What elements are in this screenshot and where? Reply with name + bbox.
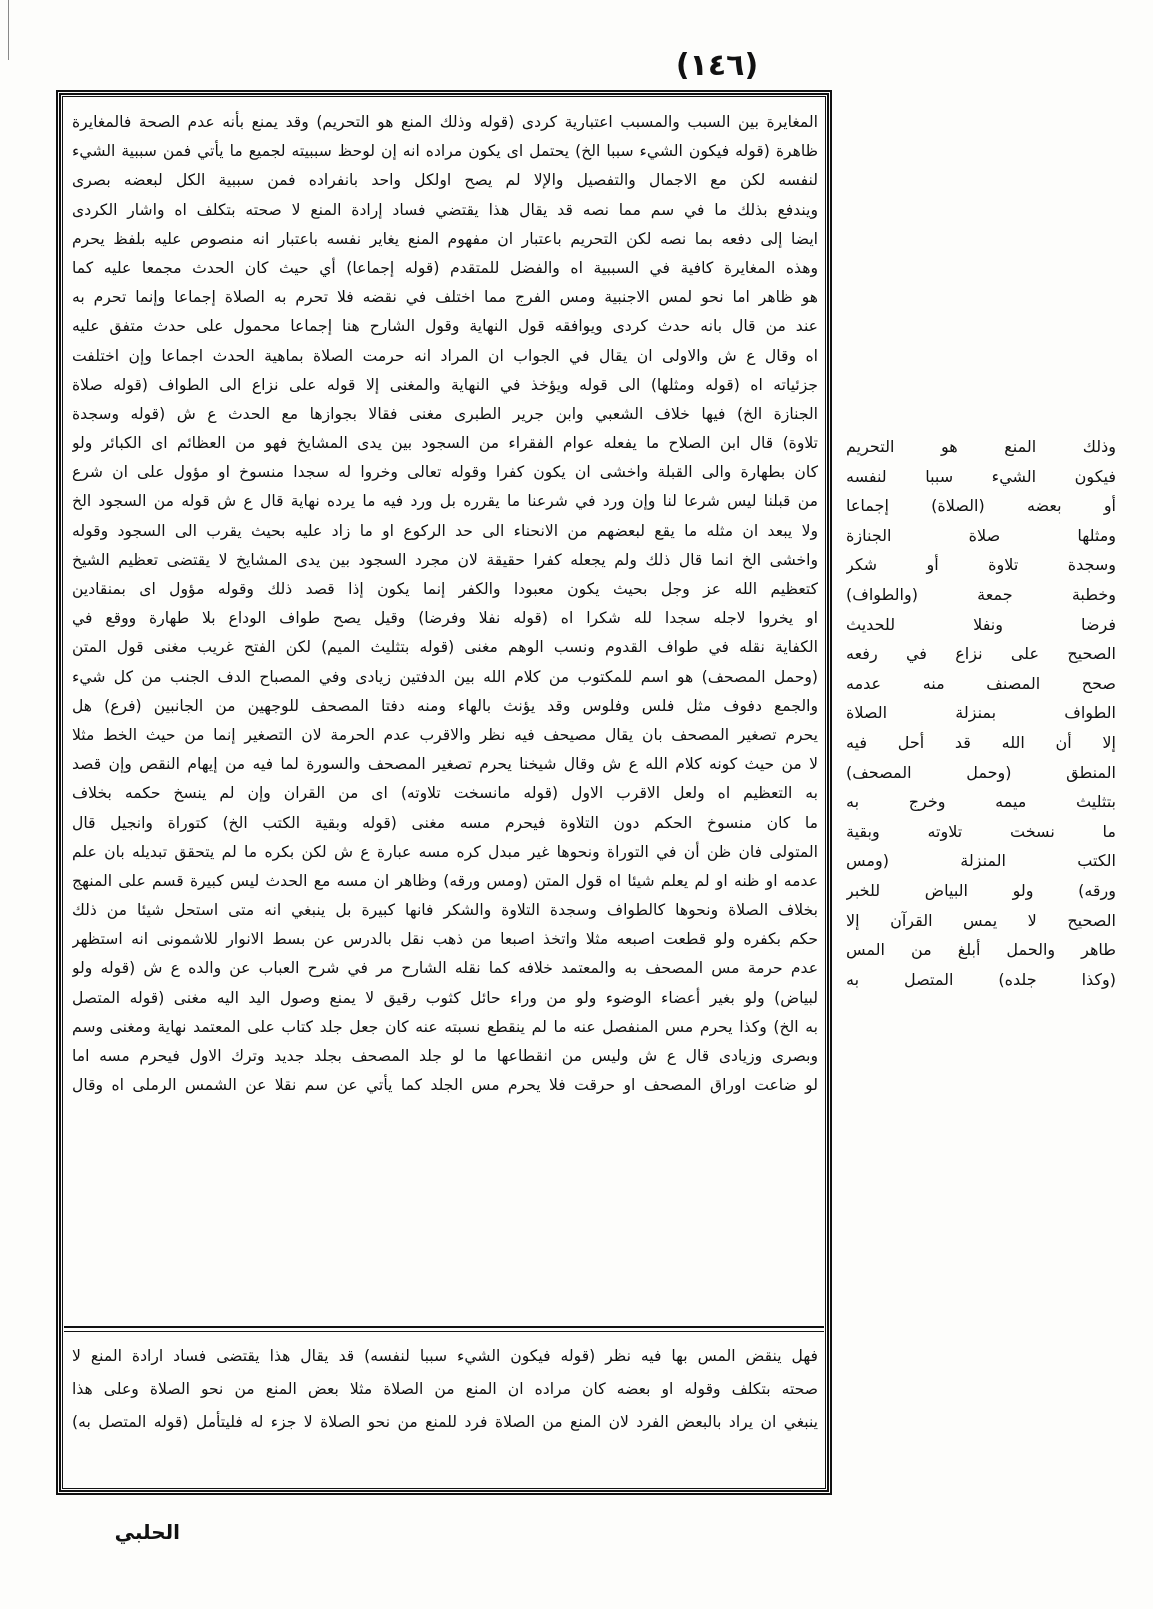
margin-line: الصحيح على نزاع في رفعه — [846, 644, 1116, 664]
commentary-line: والجمع دفوف مثل فلس وفلوس وقد يؤنث بالهاء ومنه دفتا المصحف للوجهين من الجانبين (فرع) هل — [72, 696, 818, 715]
commentary-line: عند من قال بانه حدث كردى ويوافقه قول النهاية وقول الشارح هنا إجماعا محمول على حدث متفق عليه — [72, 317, 818, 336]
margin-line: وسجدة تلاوة أو شكر — [846, 555, 1116, 575]
margin-line: إلا أن الله قد أحل فيه — [846, 732, 1116, 752]
margin-line: صحح المصنف منه عدمه — [846, 673, 1116, 693]
commentary-line: ظاهرة (قوله فيكون الشيء سببا الخ) يحتمل اى يكون مراده انه إن لوحظ سببيته لجميع ما يأتي فمن سببية الشيء — [72, 142, 818, 161]
commentary-line: تلاوة) قال ابن الصلاح ما يفعله عوام الفقراء من السجود بين يدى المشايخ فهو من العظائم اى الكبائر ولو — [72, 434, 818, 453]
commentary-line: ولا يبعد ان مثله ما يقع لبعضهم من الانحناء الى حد الركوع او ما زاد عليه بحيث يقرب الى السجود وقوله — [72, 521, 818, 540]
commentary-line: الجنازة الخ) فيها خلاف الشعبي وابن جرير الطبرى مغنى فقالا بجوازها مع الحدث ع ش (قوله وسجدة — [72, 404, 818, 423]
commentary-line: الكفاية نقله في طواف القدوم ونسب الوهم مغنى (قوله بتثليث الميم) لكن الفتح غريب مغنى قول المتن — [72, 638, 818, 657]
margin-line: الصحيح لا يمس القرآن إلا — [846, 910, 1116, 930]
commentary-line: لا من حيث كونه كلام الله ع ش وقال شيخنا يحرم تصغير المصحف والسورة لما فيه من إيهام النقص وإن قصد — [72, 755, 818, 774]
margin-line: طاهر والحمل أبلغ من المس — [846, 940, 1116, 960]
commentary-line: ما كان منسوخ الحكم دون التلاوة فيحرم مسه مغنى (قوله وبقية الكتب الخ) كتوراة وانجيل قال — [72, 813, 818, 832]
footnote-line: فهل ينقض المس بها فيه نظر (قوله فيكون الشيء سببا لنفسه) قد يقال هذا يقتضى فساد ارادة المنع لا — [72, 1347, 818, 1365]
commentary-line: المتولى فان ظن أن في التوراة ونحوها غير مبدل كره مسه عبارة ع ش لكن بكره ما لم يتحقق تبديله بان علم — [72, 842, 818, 861]
margin-line: ومثلها صلاة الجنازة — [846, 525, 1116, 545]
commentary-line: واخشى الخ انما قال ذلك ولم يجعله كفرا حقيقة لان مجرد السجود بين يدى المشايخ لا يقتضى تعظيم الشيخ — [72, 550, 818, 569]
commentary-line: او يخروا لاجله سجدا لله شكرا اه (قوله نفلا وفرضا) وقيل يصح طواف الوداع بلا طهارة ووقع في — [72, 609, 818, 628]
commentary-line: حكم بكفره ولو قطعت اصبعه مثلا واتخذ اصبعا من ذهب نقل بالدرس عن بسط الانوار للاشمونى انه استظهر — [72, 930, 818, 949]
commentary-line: عدمه او ظنه او لم يعلم شيئا اه قول المتن (ومس ورقه) وظاهر ان مسه مع الحدث ليس كبيرة قسم على المنهج — [72, 871, 818, 890]
commentary-line: ايضا إلى دفعه بما نصه لكن التحريم باعتبار ان مفهوم المنع يغاير نفسه باعتبار انه منصوص عليه بلفظ يحرم — [72, 229, 818, 248]
footnote-gloss — [72, 1340, 818, 1480]
commentary-line: به التعظيم اه ولعل الاقرب الاول (قوله مانسخت تلاوته) اى من القران وإن لم ينسخ حكمه بخلاف — [72, 784, 818, 803]
commentary-line: يحرم تصغير المصحف بان يقال مصيحف فيه نظر والاقرب عدم الحرمة لان التصغير إنما من حيث الخط مثلا — [72, 725, 818, 744]
footnote-line: ينبغي ان يراد بالبعض الفرد لان المنع من الصلاة فرد للمنع من نحو الصلاة لا جزء له فليتأمل (قوله المتصل به) — [72, 1413, 818, 1431]
margin-line: ما نسخت تلاوته وبقية — [846, 821, 1116, 841]
margin-line: الكتب المنزلة (ومس — [846, 851, 1116, 871]
commentary-line: لبياض) ولو بغير أعضاء الوضوء ولو من وراء حائل كثوب رقيق لا يمنع وصول اليد اليه مغنى (قوله المتصل — [72, 988, 818, 1007]
margin-line: (وكذا جلده) المتصل به — [846, 969, 1116, 989]
commentary-line: به الخ) وكذا يحرم مس المنفصل عنه ما لم ينقطع نسبته عنه كان جعل جلد كتاب على المعتمد نهاية ومغنى وسم — [72, 1017, 818, 1036]
margin-line: أو بعضه (الصلاة) إجماعا — [846, 496, 1116, 516]
commentary-line: هو ظاهر اما نحو لمس الاجنبية ومس الفرج مما اختلف في نقضه فلا تحرم به الصلاة إجماعا وإنما تحرم به — [72, 288, 818, 307]
publisher-mark: الحلبي — [114, 1520, 180, 1544]
footnote-divider-thin — [64, 1331, 824, 1332]
commentary-line: اه وقال ع ش والاولى ان يقال في الجواب ان المراد انه حرمت الصلاة بماهية الحدث اجماعا وإن اختلفت — [72, 346, 818, 365]
page-number: (١٤٦) — [675, 48, 759, 83]
scan-edge-mark — [8, 0, 9, 60]
commentary-line: وهذه المغايرة كافية في السببية اه والفضل للمتقدم (قوله إجماعا) أي حيث كان الحدث مجمعا عليه كما — [72, 258, 818, 277]
margin-line: فيكون الشيء سببا لنفسه — [846, 466, 1116, 486]
margin-matn-text — [846, 432, 1116, 1172]
commentary-line: جزئياته اه (قوله ومثلها) الى قوله ويؤخذ في النهاية والمغنى إلا قوله على نزاع الى الطواف (قوله صلاة — [72, 375, 818, 394]
commentary-line: وبصرى وزيادى قال ع ش وليس من انقطاعها ما لو جلد المصحف بجلد جديد وترك الاول فيحرم مسه اما — [72, 1047, 818, 1065]
margin-line: وخطبة جمعة (والطواف) — [846, 584, 1116, 604]
footnote-divider — [64, 1326, 824, 1328]
commentary-line: (وحمل المصحف) هو اسم للمكتوب من كلام الله بين الدفتين زيادى وفي المصباح الدف الجنب من كل شيء — [72, 667, 818, 686]
commentary-line: المغايرة بين السبب والمسبب اعتبارية كردى (قوله وذلك المنع هو التحريم) وقد يمنع بأنه عدم الصحة فالمغايرة — [72, 113, 818, 131]
main-commentary — [72, 108, 818, 1320]
commentary-line: من قبلنا ليس شرعا لنا وإن ورد في شرعنا ما يقرره بل ورد فيه ما يرده نهاية قال ع ش قوله من السجود الخ — [72, 492, 818, 511]
margin-line: فرضا ونفلا للحديث — [846, 614, 1116, 634]
footnote-line: صحته بتكلف وقوله او بعضه كان مراده ان المنع من الصلاة مثلا بعض المنع من نحو الصلاة وعلى هذا — [72, 1380, 818, 1398]
margin-line: المنطق (وحمل المصحف) — [846, 762, 1116, 782]
commentary-line: كان بطهارة والى القبلة واخشى ان يكون كفرا وقوله تعالى وخروا له سجدا منسوخ او مؤول على ان شرع — [72, 463, 818, 482]
commentary-line: عدم حرمة مس المصحف به والمعتمد خلافه كما نقله الشارح مر في شرح العباب عن والده ع ش (قوله ولو — [72, 959, 818, 978]
commentary-line: بخلاف الصلاة ونحوها كالطواف وسجدة التلاوة والشكر فانها كبيرة بل ينبغي انه متى استحل شيئا من ذلك — [72, 901, 818, 920]
commentary-line: لنفسه لكن مع الاجمال والتفصيل والإلا لم يصح اولكل واحد بانفراده فمن سببية الكل لبعضه بصرى — [72, 171, 818, 190]
margin-line: وذلك المنع هو التحريم — [846, 437, 1116, 456]
commentary-line: ويندفع بذلك ما في سم مما نصه قد يقال هذا يقتضي فساد إرادة المنع لا صحته بتكلف اه واشار الكردى — [72, 200, 818, 219]
margin-line: الطواف بمنزلة الصلاة — [846, 703, 1116, 723]
commentary-line: لو ضاعت اوراق المصحف او حرقت فلا يحرم مس الجلد كما يأتي عن سم نقلا عن الشمس الرملى اه وقال — [72, 1076, 818, 1095]
commentary-line: كتعظيم الله عز وجل بحيث يكون معبودا والكفر إنما يكون إذا قصد ذلك وقوله مؤول اى بمنقادين — [72, 580, 818, 598]
margin-line: بتثليث ميمه وخرج به — [846, 792, 1116, 812]
margin-line: ورقه) ولو البياض للخبر — [846, 880, 1116, 900]
